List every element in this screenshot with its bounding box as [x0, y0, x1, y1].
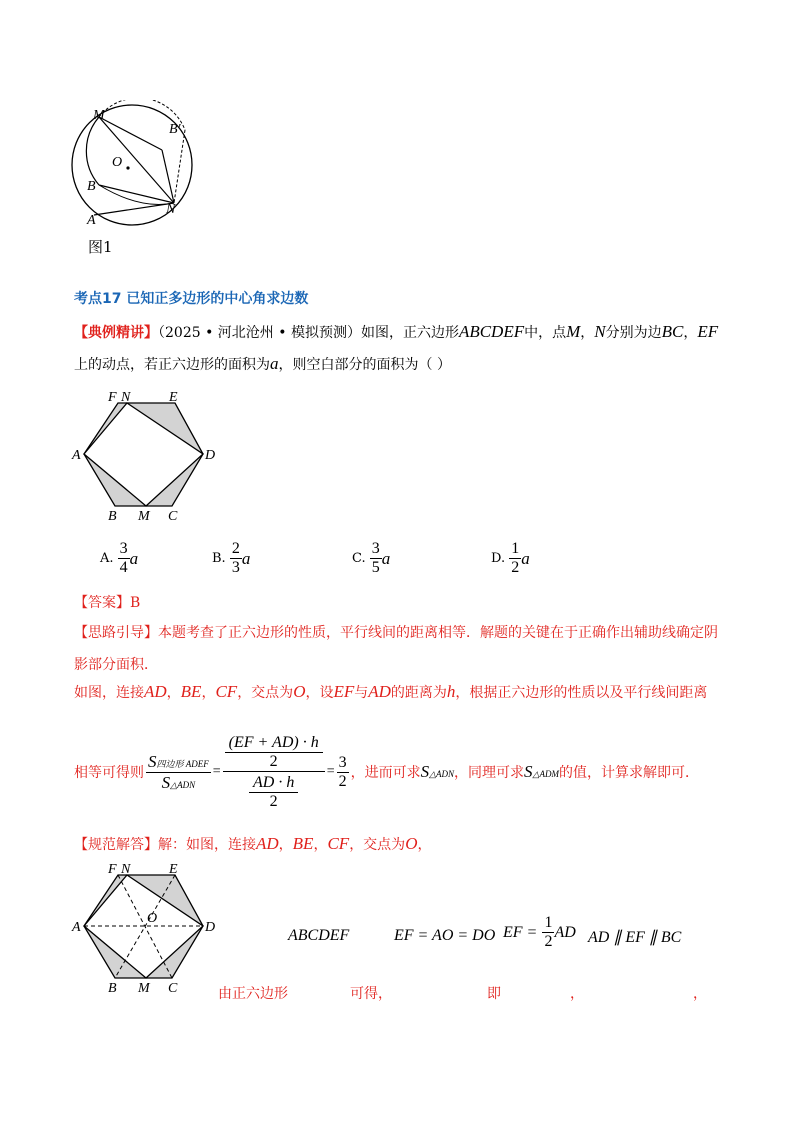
- hexagon-figure-1: [70, 388, 220, 524]
- option-c[interactable]: [352, 541, 390, 576]
- option-a-fraction: $\frac{3}{4}$: [119, 540, 128, 576]
- problem-var-a: a: [270, 354, 279, 373]
- solution-hex-name: ABCDEF: [288, 927, 350, 944]
- problem-hex-name: ABCDEF: [458, 322, 525, 341]
- center-point: [126, 166, 129, 169]
- solution-bottom-a: 由正六边形: [218, 986, 288, 1002]
- hex2-label-a: A: [72, 920, 81, 935]
- solution-half-fraction: $\frac{1}{2}$: [544, 914, 553, 950]
- option-b-letter: B.: [212, 551, 226, 566]
- hint-o: O: [293, 682, 306, 701]
- problem-text-b: 中，点: [524, 325, 567, 341]
- solution-tag: 【规范解答】: [74, 837, 158, 853]
- solution-eq-1: EF = AO = DO: [394, 927, 496, 944]
- option-c-fraction: $\frac{3}{5}$: [371, 540, 380, 576]
- problem-source: （2025 • 河北沧州 • 模拟预测）: [158, 325, 361, 341]
- problem-tag: 【典例精讲】: [74, 325, 158, 341]
- hex2-label-o: O: [147, 911, 158, 926]
- option-b-fraction: $\frac{2}{3}$: [231, 540, 240, 576]
- problem-side-bc: BC: [661, 322, 684, 341]
- section-title: 考点17 已知正多边形的中心角求边数: [74, 291, 309, 307]
- solution-line-1: 【规范解答】解：如图，连接AD，BE，CF，交点为O，: [74, 834, 432, 853]
- problem-line-1: [74, 322, 718, 342]
- hex1-label-a: A: [72, 448, 81, 463]
- answer-line: [74, 592, 140, 612]
- label-b-prime: B′: [169, 122, 181, 137]
- problem-text-a: 如图，正六边形: [360, 325, 459, 341]
- hint-line-3: 如图，连接AD，BE，CF，交点为O，设EF与AD的距离为h，根据正六边形的性质以及平行线间距离: [74, 682, 708, 701]
- hint-4a: 相等可得则: [74, 765, 144, 781]
- hex1-label-n: N: [121, 390, 131, 405]
- problem-side-ef: EF: [697, 322, 719, 341]
- segment-m-mid: [99, 117, 162, 150]
- hex1-label-f: F: [108, 390, 117, 405]
- inner-quadrilateral: [84, 403, 203, 506]
- solution-bottom-b: 可得，: [350, 986, 392, 1002]
- segment-mid-n: [162, 150, 174, 203]
- hex2-label-e: E: [169, 862, 178, 877]
- answer-tag: 【答案】: [74, 595, 130, 611]
- solution-bottom-d: ，: [570, 986, 584, 1002]
- solution-eq-2: EF = $\frac{1}{2}$ AD: [503, 914, 576, 950]
- label-b: B: [87, 179, 96, 194]
- problem-comma-1: ，: [580, 325, 595, 341]
- solution-be: BE: [292, 834, 314, 853]
- problem-text-c: 分别为边: [605, 325, 662, 341]
- segment-bn: [99, 185, 174, 203]
- hint-line-2: 影部分面积．: [74, 657, 158, 673]
- inner-arc: [86, 117, 99, 185]
- option-c-letter: C.: [352, 551, 366, 566]
- problem-point-n: N: [594, 322, 606, 341]
- label-n: N: [166, 202, 176, 217]
- solution-ad: AD: [256, 834, 279, 853]
- option-a[interactable]: [100, 541, 138, 576]
- option-b[interactable]: [212, 541, 250, 576]
- option-d[interactable]: [491, 541, 530, 576]
- hint-3a: 如图，连接: [74, 685, 144, 701]
- hint-ad: AD: [144, 682, 167, 701]
- hex1-label-m: M: [138, 509, 150, 524]
- solution-eq-3: AD ∥ EF ∥ BC: [588, 929, 682, 946]
- solution-bottom-c: 即: [487, 986, 501, 1002]
- option-d-var: a: [521, 548, 530, 568]
- hexagon-figure-2: [70, 856, 220, 996]
- problem-line2-a: 上的动点，若正六边形的面积为: [74, 357, 270, 373]
- label-m: M: [93, 108, 105, 123]
- hex2-label-m: M: [138, 981, 150, 996]
- solution-o: O: [405, 834, 418, 853]
- label-a: A: [87, 213, 96, 228]
- figure-1-caption: 图1: [88, 238, 113, 256]
- hex1-label-b: B: [108, 509, 117, 524]
- result-fraction: $\frac{3}{2}$: [338, 753, 347, 790]
- problem-line-2: [74, 354, 451, 374]
- dashed-segment-bprime-n: [174, 130, 185, 203]
- segment-mn: [99, 117, 174, 203]
- hex2-label-b: B: [108, 981, 117, 996]
- option-b-var: a: [241, 548, 251, 568]
- hex2-label-n: N: [121, 862, 131, 877]
- hint-line-1: [74, 622, 718, 642]
- hint-ad-2: AD: [368, 682, 391, 701]
- problem-point-m: M: [566, 322, 581, 341]
- hint-ef: EF: [333, 682, 355, 701]
- hint-be: BE: [180, 682, 202, 701]
- answer-value: B: [130, 595, 141, 611]
- hex2-label-d: D: [205, 920, 216, 935]
- option-d-fraction: $\frac{1}{2}$: [511, 540, 520, 576]
- hint-text-1: 本题考查了正六边形的性质，平行线间的距离相等．解题的关键在于正确作出辅助线确定阴: [158, 625, 718, 641]
- label-o: O: [112, 155, 123, 170]
- problem-line2-b: ，则空白部分的面积为（ ）: [278, 357, 451, 373]
- option-c-var: a: [381, 548, 391, 568]
- solution-bottom-e: ，: [693, 986, 707, 1002]
- option-a-letter: A.: [100, 551, 114, 566]
- hex2-label-f: F: [108, 862, 117, 877]
- hint-cf: CF: [215, 682, 238, 701]
- figure-1-circle-diagram: [66, 100, 196, 230]
- option-d-letter: D.: [491, 551, 506, 566]
- problem-comma-2: ，: [683, 325, 698, 341]
- hex2-label-c: C: [168, 981, 178, 996]
- hint-tag: 【思路引导】: [74, 625, 158, 641]
- hex1-label-e: E: [169, 390, 178, 405]
- solution-cf: CF: [327, 834, 350, 853]
- hex1-label-c: C: [168, 509, 178, 524]
- complex-fraction: (EF + AD) · h 2 AD · h 2: [223, 735, 325, 810]
- hex1-label-d: D: [205, 448, 216, 463]
- area-ratio-fraction: $\frac{\text{S四边形 ADEF}}{\text{S△ADN}}$: [148, 751, 209, 792]
- hint-h: h: [446, 682, 456, 701]
- option-a-var: a: [129, 548, 139, 568]
- hint-formula-line: 相等可得则 $\frac{\text{S四边形 ADEF}}{\text{S△ADN}}$ = (EF + AD) · h 2 AD · h 2 = $\frac{3}{2}$ ，进而可求 S△ADN ，同理可求 S△ADM 的值，计算求解即可．: [74, 733, 699, 810]
